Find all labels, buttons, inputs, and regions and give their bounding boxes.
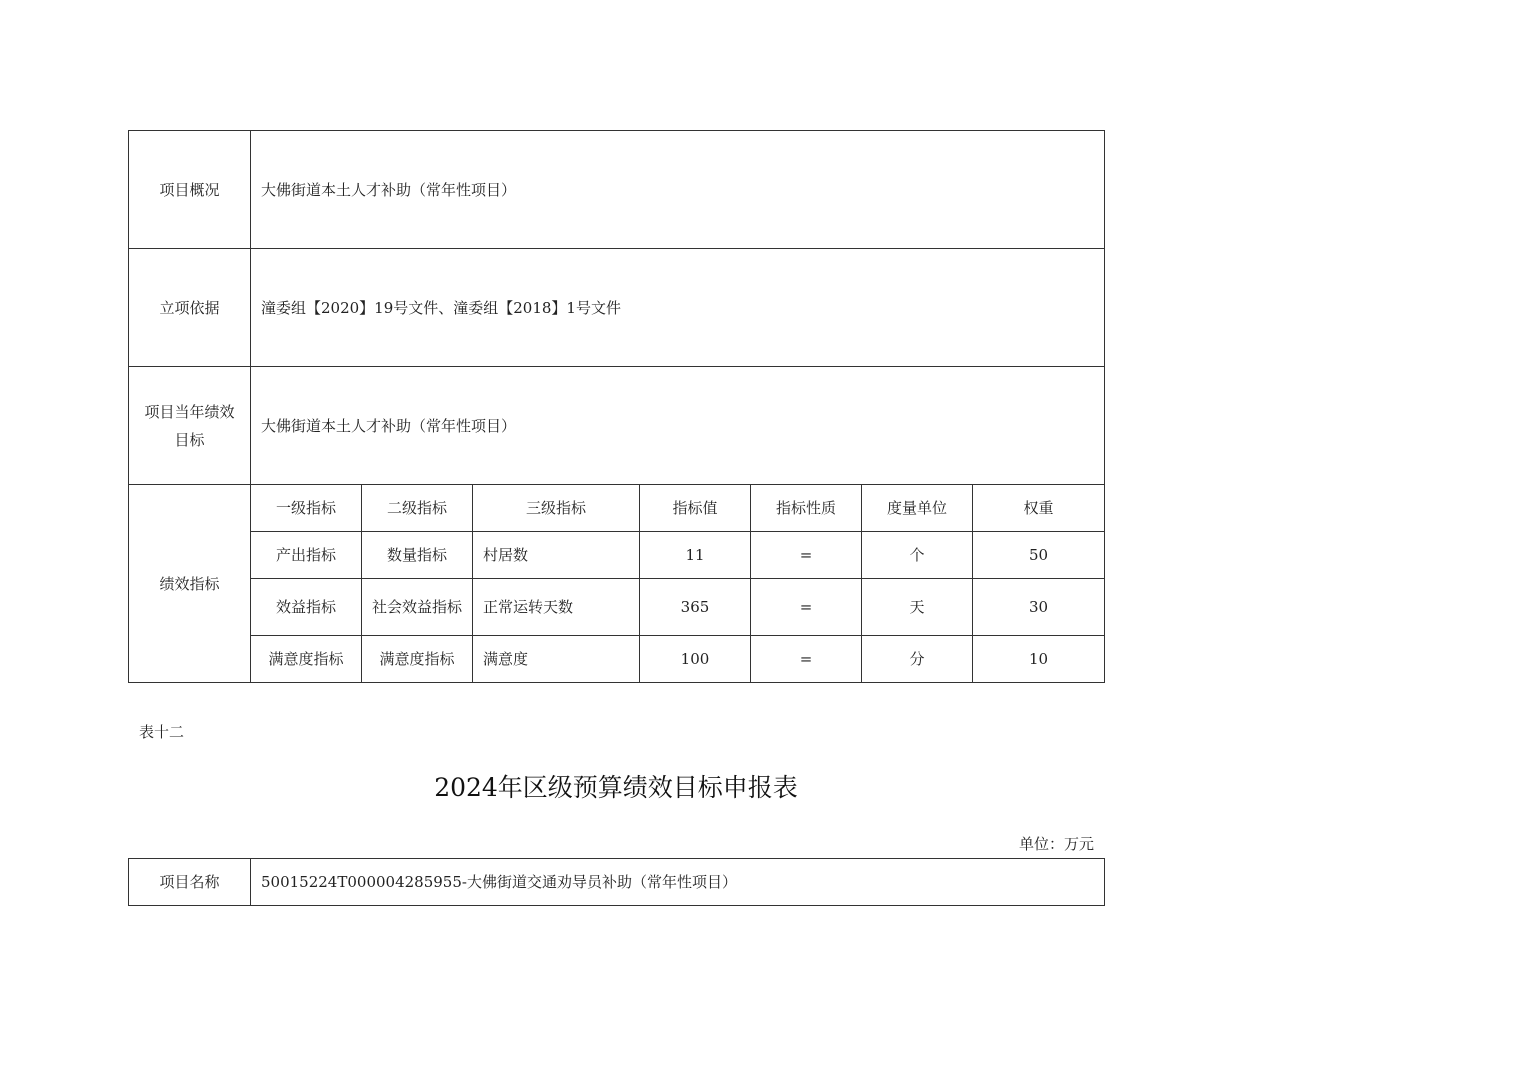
basis-row	[129, 249, 1105, 367]
indicator-row-satisfaction	[129, 636, 1105, 683]
overview-label: 项目概况	[129, 131, 251, 249]
basis-label: 立项依据	[129, 249, 251, 367]
row2-level1: 满意度指标	[251, 636, 362, 683]
row1-level2: 社会效益指标	[372, 598, 463, 616]
row1-unit: 天	[862, 579, 973, 636]
header-level1: 一级指标	[251, 485, 362, 532]
row0-level2: 数量指标	[362, 532, 473, 579]
row2-nature: =	[751, 636, 862, 683]
project-name-value: 50015224T000004285955-大佛街道交通劝导员补助（常年性项目）	[251, 859, 1105, 906]
indicator-header-row	[129, 485, 1105, 532]
performance-goal-table	[128, 130, 1105, 683]
row1-level1: 效益指标	[251, 579, 362, 636]
table-number: 表十二	[139, 723, 185, 741]
overview-value: 大佛街道本土人才补助（常年性项目）	[251, 131, 1105, 249]
row2-unit: 分	[862, 636, 973, 683]
row1-weight: 30	[973, 579, 1105, 636]
row0-weight: 50	[973, 532, 1105, 579]
header-level3: 三级指标	[473, 485, 640, 532]
row0-nature: =	[751, 532, 862, 579]
header-nature: 指标性质	[751, 485, 862, 532]
header-level2: 二级指标	[362, 485, 473, 532]
project-name-table	[128, 858, 1105, 906]
row1-value: 365	[640, 579, 751, 636]
row1-level2-cell	[362, 579, 473, 636]
annual-goal-label-cell	[129, 367, 251, 485]
indicator-row-benefit	[129, 579, 1105, 636]
row1-level3: 正常运转天数	[473, 579, 640, 636]
row0-unit: 个	[862, 532, 973, 579]
basis-value: 潼委组【2020】19号文件、潼委组【2018】1号文件	[251, 249, 1105, 367]
header-weight: 权重	[973, 485, 1105, 532]
indicator-row-output	[129, 532, 1105, 579]
overview-row	[129, 131, 1105, 249]
row1-nature: =	[751, 579, 862, 636]
document-title: 2024年区级预算绩效目标申报表	[434, 773, 798, 802]
row2-level3: 满意度	[473, 636, 640, 683]
indicators-label: 绩效指标	[129, 485, 251, 683]
header-unit: 度量单位	[862, 485, 973, 532]
project-name-row	[129, 859, 1105, 906]
unit-label: 单位：万元	[1018, 835, 1094, 853]
row2-weight: 10	[973, 636, 1105, 683]
annual-goal-row	[129, 367, 1105, 485]
row0-level1: 产出指标	[251, 532, 362, 579]
row0-value: 11	[640, 532, 751, 579]
row2-level2: 满意度指标	[362, 636, 473, 683]
header-value: 指标值	[640, 485, 751, 532]
row2-value: 100	[640, 636, 751, 683]
row0-level3: 村居数	[473, 532, 640, 579]
annual-goal-value: 大佛街道本土人才补助（常年性项目）	[251, 367, 1105, 485]
annual-goal-label: 项目当年绩效目标	[144, 402, 235, 449]
project-name-label: 项目名称	[129, 859, 251, 906]
